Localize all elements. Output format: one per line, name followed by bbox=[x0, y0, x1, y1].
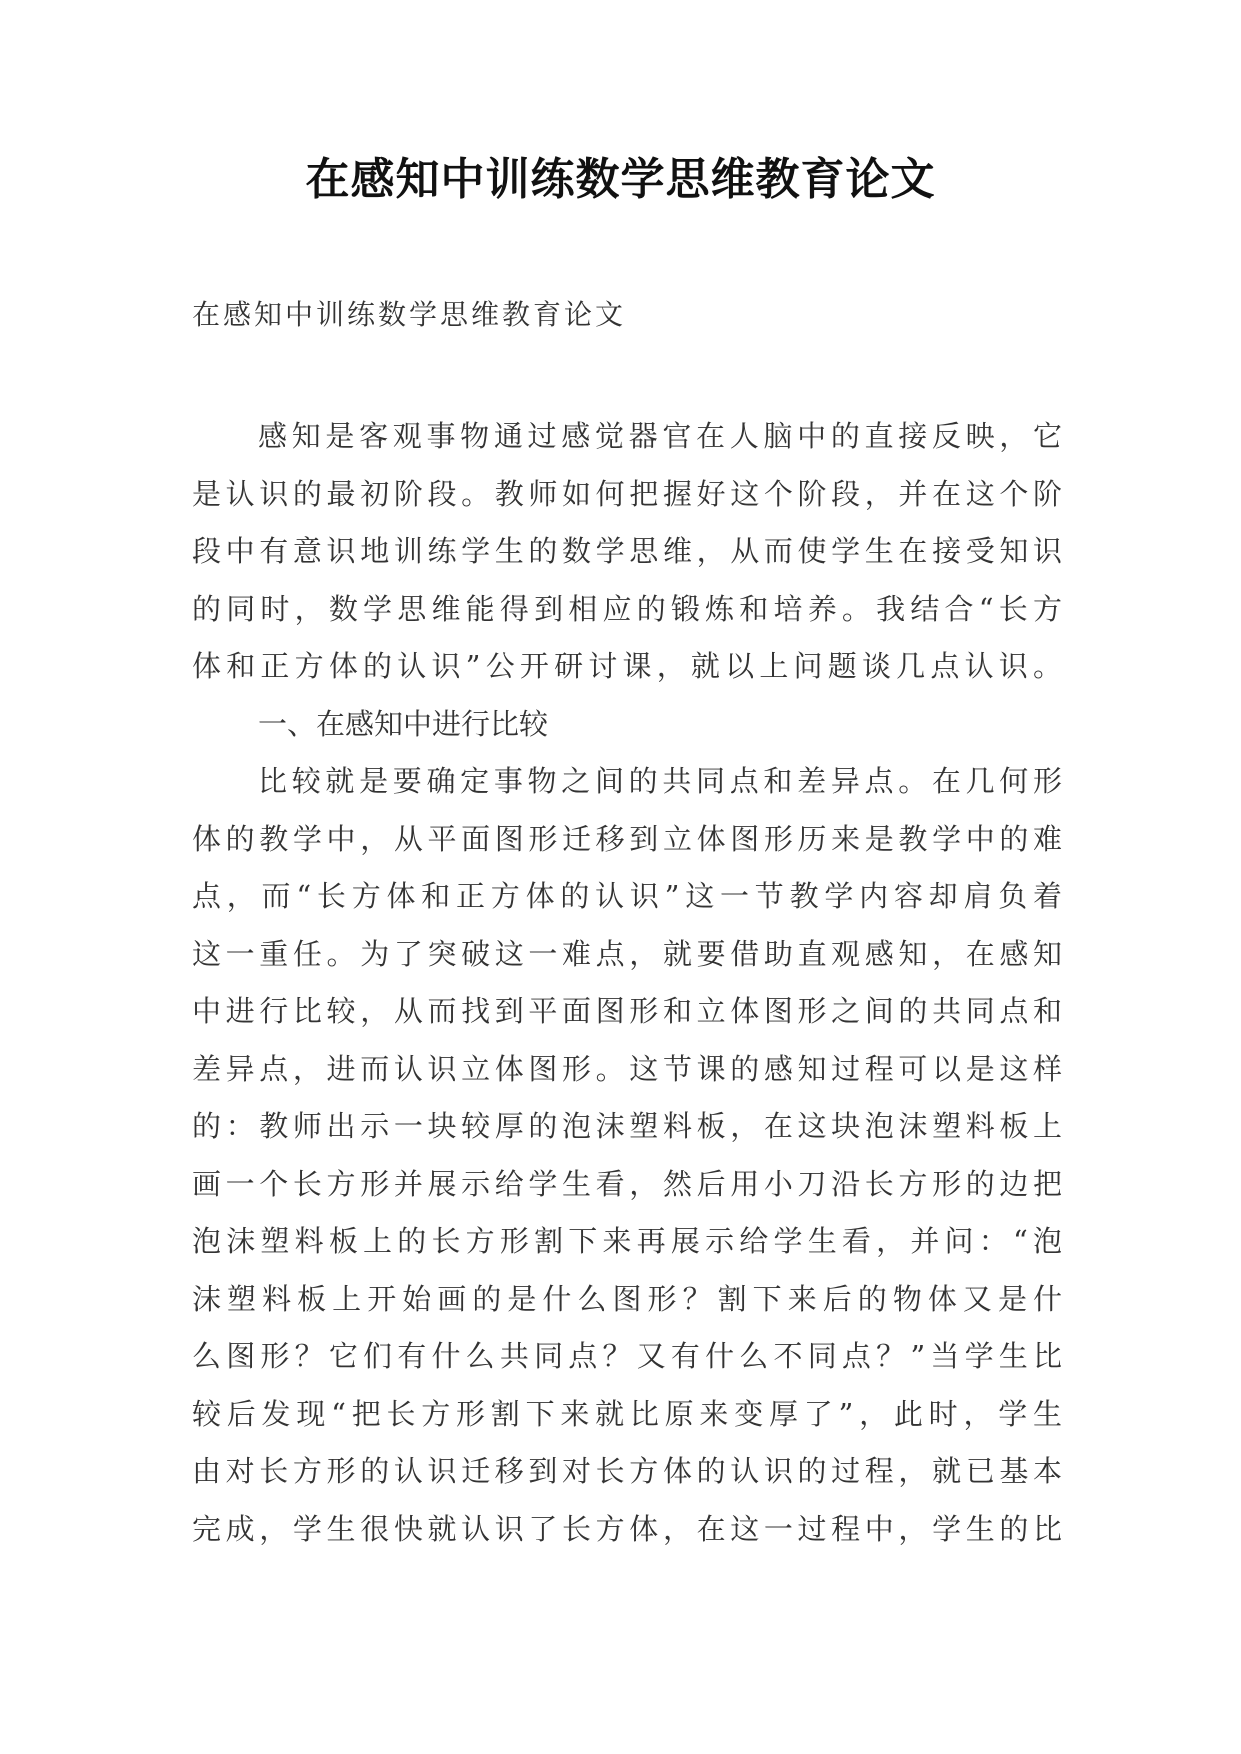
body-line: 比较就是要确定事物之间的共同点和差异点。在几何形 bbox=[258, 764, 1062, 798]
body-line: 画一个长方形并展示给学生看，然后用小刀沿长方形的边把 bbox=[192, 1166, 1062, 1201]
body-line: 的：教师出示一块较厚的泡沫塑料板，在这块泡沫塑料板上 bbox=[192, 1109, 1062, 1143]
body-line: 差异点，进而认识立体图形。这节课的感知过程可以是这样 bbox=[192, 1051, 1062, 1086]
body-line: 沫塑料板上开始画的是什么图形？割下来后的物体又是什 bbox=[192, 1281, 1062, 1316]
body-line: 的同时，数学思维能得到相应的锻炼和培养。我结合“长方 bbox=[192, 591, 1062, 626]
body-line: 感知是客观事物通过感觉器官在人脑中的直接反映，它 bbox=[258, 419, 1062, 453]
body-line: 完成，学生很快就认识了长方体，在这一过程中，学生的比 bbox=[192, 1511, 1062, 1546]
body-line: 点，而“长方体和正方体的认识”这一节教学内容却肩负着 bbox=[192, 879, 1062, 913]
document-title: 在感知中训练数学思维教育论文 bbox=[305, 154, 936, 205]
document-subtitle: 在感知中训练数学思维教育论文 bbox=[192, 298, 627, 331]
body-line: 体的教学中，从平面图形迁移到立体图形历来是教学中的难 bbox=[192, 821, 1062, 856]
section-heading: 一、在感知中进行比较 bbox=[258, 706, 549, 741]
body-line: 泡沫塑料板上的长方形割下来再展示给学生看，并问：“泡 bbox=[192, 1224, 1062, 1258]
body-line: 中进行比较，从而找到平面图形和立体图形之间的共同点和 bbox=[192, 994, 1062, 1028]
body-line: 这一重任。为了突破这一难点，就要借助直观感知，在感知 bbox=[192, 936, 1062, 971]
body-line: 由对长方形的认识迁移到对长方体的认识的过程，就已基本 bbox=[192, 1454, 1062, 1488]
body-line: 么图形？它们有什么共同点？又有什么不同点？”当学生比 bbox=[192, 1339, 1062, 1373]
body-line: 体和正方体的认识”公开研讨课，就以上问题谈几点认识。 bbox=[192, 649, 1062, 683]
document-body bbox=[192, 408, 1062, 1558]
body-line: 是认识的最初阶段。教师如何把握好这个阶段，并在这个阶 bbox=[192, 476, 1062, 511]
body-line: 较后发现“把长方形割下来就比原来变厚了”，此时，学生 bbox=[192, 1396, 1062, 1431]
body-line: 段中有意识地训练学生的数学思维，从而使学生在接受知识 bbox=[192, 534, 1062, 568]
